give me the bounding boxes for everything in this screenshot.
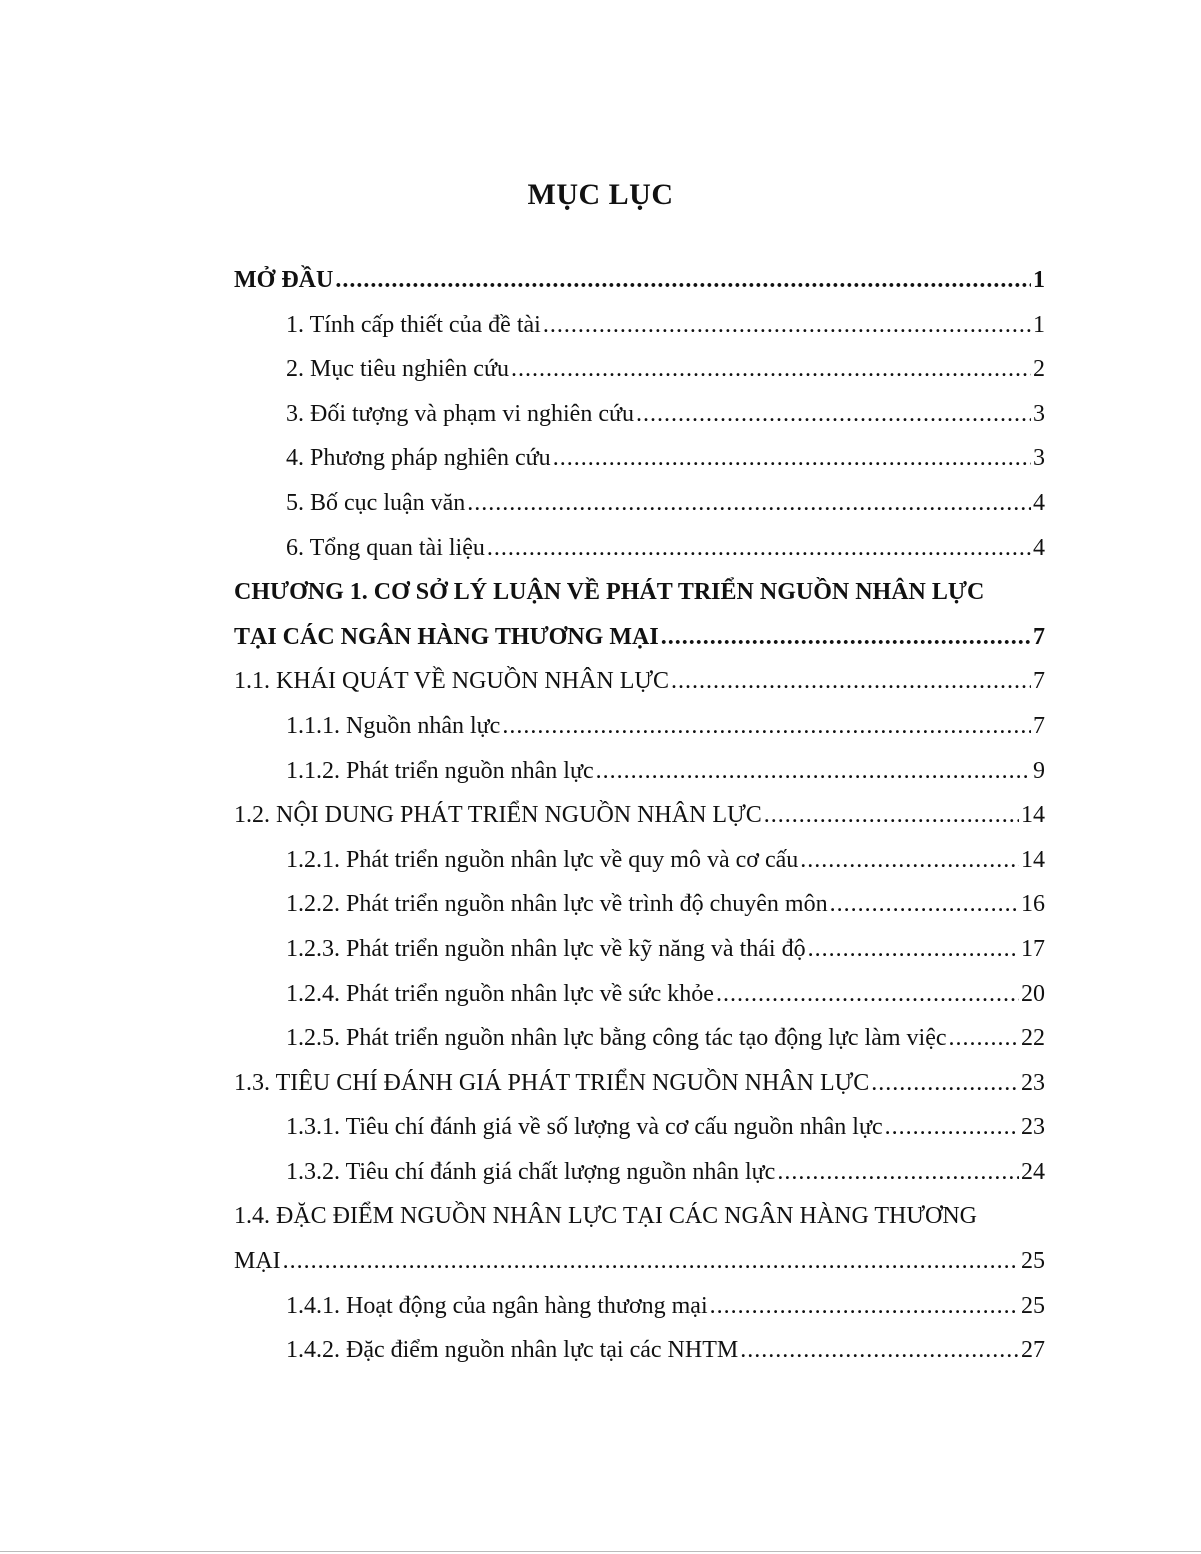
toc-entry-1-1-2[interactable] [234,749,1045,794]
dot-leader [487,526,1031,571]
toc-page-number: 3 [1033,400,1045,427]
dot-leader [511,347,1031,392]
toc-entry-text: 1.2.2. Phát triển nguồn nhân lực về trình độ chuyên môn [286,891,828,918]
toc-entry-2[interactable] [234,347,1045,392]
toc-entry-text: 4. Phương pháp nghiên cứu [286,445,551,472]
toc-page-number: 4 [1033,489,1045,516]
dot-leader [671,659,1031,704]
toc-entry-text: 6. Tổng quan tài liệu [286,534,485,561]
toc-entry-1-3-2[interactable] [234,1150,1045,1195]
dot-leader [710,1284,1019,1329]
dot-leader [543,303,1031,348]
dot-leader [502,704,1031,749]
toc-entry-1-2-2[interactable] [234,882,1045,927]
toc-entry-text: 3. Đối tượng và phạm vi nghiên cứu [286,400,634,427]
toc-entry-1-4-2[interactable] [234,1328,1045,1373]
toc-entry-1-2-5[interactable] [234,1016,1045,1061]
toc-entry-1[interactable] [234,303,1045,348]
toc-entry-1-1[interactable] [234,659,1045,704]
dot-leader [283,1239,1019,1284]
toc-page-number: 27 [1021,1337,1045,1364]
toc-entry-1-4-1[interactable] [234,1284,1045,1329]
dot-leader [740,1328,1019,1373]
dot-leader [467,481,1031,526]
dot-leader [800,838,1019,883]
toc-entry-3[interactable] [234,392,1045,437]
toc-page-number: 7 [1033,623,1045,650]
toc-page-number: 14 [1021,846,1045,873]
dot-leader [661,615,1031,660]
toc-entry-text: 1.1.1. Nguồn nhân lực [286,712,501,739]
dot-leader [553,436,1031,481]
toc-page-number: 24 [1021,1158,1045,1185]
toc-entry-text: 1.2.1. Phát triển nguồn nhân lực về quy mô và cơ cấu [286,846,799,873]
toc-entry-text-line2: TẠI CÁC NGÂN HÀNG THƯƠNG MẠI [234,623,659,650]
toc-entry-text: 1.4.1. Hoạt động của ngân hàng thương mại [286,1292,708,1319]
toc-entry-text: 2. Mục tiêu nghiên cứu [286,356,509,383]
dot-leader [596,749,1031,794]
toc-entry-text: 1.1. KHÁI QUÁT VỀ NGUỒN NHÂN LỰC [234,668,670,695]
toc-entry-text: 1.3.1. Tiêu chí đánh giá về số lượng và cơ cấu nguồn nhân lực [286,1114,883,1141]
toc-entry-4[interactable] [234,436,1045,481]
toc-entry-text: 1.2.5. Phát triển nguồn nhân lực bằng công tác tạo động lực làm việc [286,1025,947,1052]
toc-page-number: 25 [1021,1248,1045,1275]
toc-entry-5[interactable] [234,481,1045,526]
page-bottom-edge [0,1551,1201,1552]
dot-leader [808,927,1019,972]
toc-entry-1-1-1[interactable] [234,704,1045,749]
toc-entry-text: 1. Tính cấp thiết của đề tài [286,311,541,338]
toc-entry-chuong-1[interactable] [234,570,1045,659]
table-of-contents [234,258,1045,1373]
dot-leader [335,258,1031,303]
toc-page-number: 7 [1033,712,1045,739]
toc-page-number: 3 [1033,445,1045,472]
toc-entry-text: 1.4.2. Đặc điểm nguồn nhân lực tại các NHTM [286,1337,739,1364]
toc-page-number: 23 [1021,1069,1045,1096]
dot-leader [830,882,1019,927]
toc-page-number: 4 [1033,534,1045,561]
toc-page-number: 7 [1033,668,1045,695]
toc-entry-1-3-1[interactable] [234,1105,1045,1150]
toc-entry-text: 1.3.2. Tiêu chí đánh giá chất lượng nguồn nhân lực [286,1158,776,1185]
toc-entry-text: 5. Bố cục luận văn [286,489,466,516]
toc-entry-text: 1.2.4. Phát triển nguồn nhân lực về sức khỏe [286,980,714,1007]
toc-page-number: 16 [1021,891,1045,918]
toc-entry-1-3[interactable] [234,1061,1045,1106]
toc-entry-text: 1.1.2. Phát triển nguồn nhân lực [286,757,594,784]
toc-page-number: 1 [1033,311,1045,338]
toc-entry-1-4[interactable] [234,1194,1045,1283]
toc-page-number: 1 [1033,267,1045,293]
toc-entry-6[interactable] [234,526,1045,571]
toc-page-number: 20 [1021,980,1045,1007]
dot-leader [636,392,1031,437]
toc-entry-text-line1: 1.4. ĐẶC ĐIỂM NGUỒN NHÂN LỰC TẠI CÁC NGÂN HÀNG THƯƠNG [234,1203,978,1230]
page-title: MỤC LỤC [527,178,674,211]
dot-leader [885,1105,1019,1150]
toc-entry-line2 [234,615,1045,660]
toc-entry-text-line2: MẠI [234,1248,281,1275]
dot-leader [777,1150,1019,1195]
toc-page-number: 22 [1021,1025,1045,1052]
toc-entry-1-2-1[interactable] [234,838,1045,883]
toc-entry-1-2-3[interactable] [234,927,1045,972]
dot-leader [716,972,1019,1017]
dot-leader [949,1016,1019,1061]
toc-page-number: 17 [1021,935,1045,962]
toc-entry-text: 1.2.3. Phát triển nguồn nhân lực về kỹ năng và thái độ [286,935,806,962]
dot-leader [871,1061,1019,1106]
toc-entry-text-line1: CHƯƠNG 1. CƠ SỞ LÝ LUẬN VỀ PHÁT TRIỂN NGUỒN NHÂN LỰC [234,579,985,606]
toc-entry-line2 [234,1239,1045,1284]
toc-entry-text: 1.2. NỘI DUNG PHÁT TRIỂN NGUỒN NHÂN LỰC [234,802,762,829]
toc-page-number: 25 [1021,1292,1045,1319]
dot-leader [764,793,1019,838]
toc-entry-mo-dau[interactable] [234,258,1045,303]
toc-page-number: 9 [1033,757,1045,784]
toc-entry-text: MỞ ĐẦU [234,267,334,293]
toc-entry-1-2-4[interactable] [234,972,1045,1017]
toc-entry-1-2[interactable] [234,793,1045,838]
toc-page-number: 23 [1021,1114,1045,1141]
toc-page-number: 14 [1021,802,1045,829]
toc-page-number: 2 [1033,356,1045,383]
toc-entry-text: 1.3. TIÊU CHÍ ĐÁNH GIÁ PHÁT TRIỂN NGUỒN NHÂN LỰC [234,1069,870,1096]
